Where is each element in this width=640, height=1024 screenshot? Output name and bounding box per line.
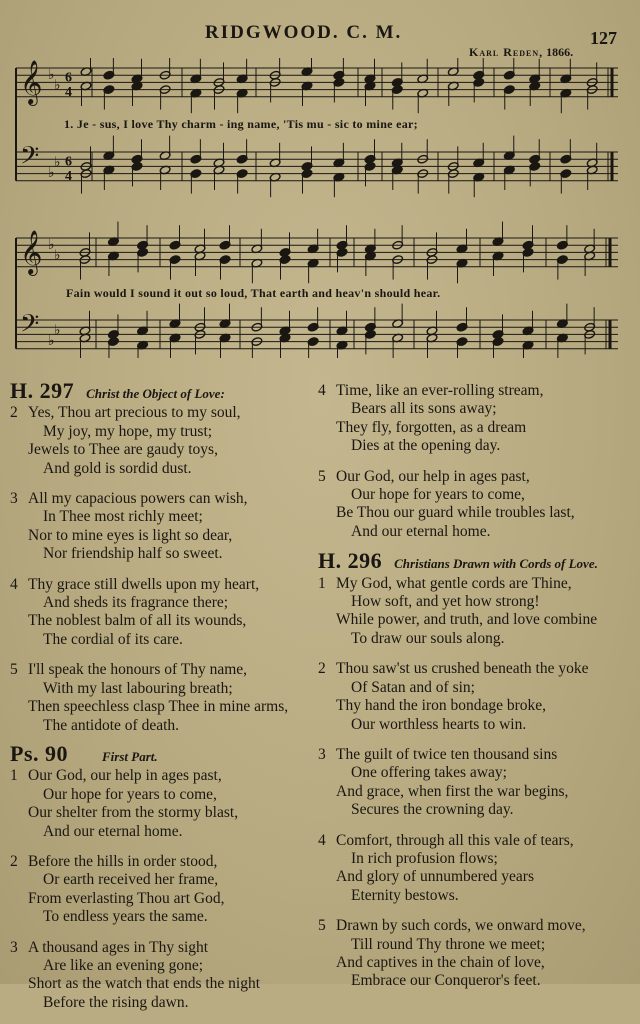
verse-line: Our hope for years to come, — [351, 486, 525, 504]
verse-line: One offering takes away; — [351, 764, 507, 782]
verse — [10, 767, 310, 841]
psalm-90-continued-verses — [318, 382, 638, 541]
verse-line: Till round Thy throne we meet; — [351, 935, 546, 953]
bass-clef: 𝄢 — [20, 141, 40, 177]
flat-sign: ♭ — [54, 78, 61, 94]
verse-number: 5 — [318, 917, 326, 935]
verse — [10, 576, 310, 650]
verse-line: To endless years the same. — [43, 908, 208, 926]
verse-line: Jewels to Thee are gaudy toys, — [28, 441, 218, 459]
verse-line: Eternity bestows. — [351, 886, 459, 904]
verse-line: 4 Thy grace still dwells upon my heart, — [10, 575, 260, 593]
psalm-90-heading — [10, 740, 310, 766]
verse-number: 5 — [10, 661, 18, 679]
verse-line: With my last labouring breath; — [43, 679, 233, 697]
lyrics-line-1: 1. Je - sus, I love Thy charm - ing name, 'Tis mu - sic to mine ear; — [64, 117, 418, 131]
verse-line: My joy, my hope, my trust; — [43, 422, 213, 440]
flat-sign: ♭ — [54, 323, 61, 339]
verse-line: The noblest balm of all its wounds, — [28, 612, 247, 630]
left-column — [10, 378, 310, 1024]
verse-line: 3 The guilt of twice ten thousand sins — [318, 745, 558, 763]
flat-sign: ♭ — [48, 334, 55, 350]
verse-line: The antidote of death. — [43, 716, 180, 734]
verse-line: While power, and truth, and love combine — [336, 611, 598, 629]
verse — [318, 746, 638, 820]
verse-number: 4 — [318, 382, 326, 399]
verse-line: And our eternal home. — [43, 822, 183, 840]
verse-line: Or earth received her frame, — [43, 871, 219, 889]
verse-line: Nor to mine eyes is light so dear, — [28, 526, 233, 544]
hymn-number: H. 297 — [10, 378, 75, 403]
hymn-subtitle: Christians Drawn with Cords of Love. — [394, 556, 598, 572]
verse — [10, 853, 310, 927]
hymn-subtitle: Christ the Object of Love: — [86, 386, 225, 401]
psalm-90-verses — [10, 767, 310, 1012]
verse-line: Embrace our Conqueror's feet. — [351, 972, 541, 990]
verse-number: 2 — [10, 404, 18, 422]
verse — [318, 660, 638, 734]
verse — [318, 917, 638, 991]
verse-line: Are like an evening gone; — [43, 956, 204, 974]
verse-line: 4 Time, like an ever-rolling stream, — [318, 382, 544, 399]
verse-line: Secures the crowning day. — [351, 801, 514, 819]
verse-line: 1 My God, what gentle cords are Thine, — [318, 574, 572, 592]
verse-line: The cordial of its care. — [43, 630, 183, 648]
psalm-subtitle: First Part. — [102, 748, 158, 764]
verse-line: 3 A thousand ages in Thy sight — [10, 938, 209, 956]
verse-line: Short as the watch that ends the night — [28, 975, 261, 993]
page-number: 127 — [590, 28, 617, 48]
verse-line: Thy hand the iron bondage broke, — [336, 697, 547, 715]
bass-clef: 𝄢 — [20, 309, 40, 345]
lyrics-line-2: Fain would I sound it out so loud, That earth and heav'n should hear. — [66, 286, 441, 300]
verse-line: 1 Our God, our help in ages past, — [10, 767, 222, 785]
music-score — [10, 58, 630, 358]
verse-line: 2 Thou saw'st us crushed beneath the yoke — [318, 660, 589, 678]
time-signature: 4 — [65, 85, 72, 101]
verse-line: In Thee most richly meet; — [43, 508, 203, 526]
verse-line: Be Thou our guard while troubles last, — [336, 504, 575, 522]
verse-line: Our shelter from the stormy blast, — [28, 804, 239, 822]
time-signature: 6 — [65, 154, 72, 170]
verse — [318, 832, 638, 906]
verse-line: And glory of unnumbered years — [336, 868, 535, 886]
verse-number: 2 — [10, 852, 18, 870]
verse-number: 3 — [10, 938, 18, 956]
composer-name: Karl Reden, — [469, 45, 544, 59]
verse-number: 3 — [318, 745, 326, 763]
verse-line: Nor friendship half so sweet. — [43, 545, 223, 563]
verse-line: 4 Comfort, through all this vale of tears, — [318, 831, 574, 849]
verse — [318, 575, 638, 649]
time-signature: 6 — [65, 70, 72, 86]
verse — [10, 490, 310, 564]
verse-number: 4 — [10, 575, 18, 593]
verse-number: 2 — [318, 660, 326, 678]
flat-sign: ♭ — [54, 155, 61, 171]
verse-line: And captives in the chain of love, — [336, 953, 545, 971]
flat-sign: ♭ — [48, 67, 55, 83]
verse-line: Bears all its sons away; — [351, 400, 497, 418]
hymn-296-verses — [318, 575, 638, 991]
verse-number: 4 — [318, 831, 326, 849]
verse — [10, 404, 310, 478]
flat-sign: ♭ — [48, 237, 55, 253]
verse-line: Before the rising dawn. — [43, 993, 189, 1011]
verse-number: 1 — [318, 574, 326, 592]
psalm-number: Ps. 90 — [10, 740, 68, 766]
verse — [318, 382, 638, 456]
treble-clef: 𝄞 — [20, 229, 43, 274]
hymn-number: H. 296 — [318, 548, 383, 574]
verse-line: And our eternal home. — [351, 522, 491, 540]
composer-year: 1866. — [546, 45, 574, 59]
verse-line: 2 Before the hills in order stood, — [10, 852, 218, 870]
verse-line: 2 Yes, Thou art precious to my soul, — [10, 404, 241, 422]
treble-clef: 𝄞 — [20, 59, 43, 104]
verse-line: Our hope for years to come, — [43, 785, 217, 803]
verse — [10, 939, 310, 1013]
verse — [318, 468, 638, 542]
verse-line: 5 Our God, our help in ages past, — [318, 467, 530, 485]
flat-sign: ♭ — [54, 248, 61, 264]
verse-line: And sheds its fragrance there; — [43, 594, 229, 612]
verse-line: From everlasting Thou art God, — [28, 889, 225, 907]
verse-line: 5 I'll speak the honours of Thy name, — [10, 661, 248, 679]
verse-line: 5 Drawn by such cords, we onward move, — [318, 917, 586, 935]
verse-line: And grace, when first the war begins, — [336, 782, 569, 800]
time-signature: 4 — [65, 169, 72, 185]
verse-number: 5 — [318, 467, 326, 485]
hymn-296-heading — [318, 548, 638, 574]
verse-line: Our worthless hearts to win. — [351, 715, 527, 733]
verse-number: 1 — [10, 767, 18, 785]
verse-line: Dies at the opening day. — [351, 437, 501, 455]
right-column — [318, 382, 638, 1003]
tune-title: RIDGWOOD. C. M. — [205, 22, 403, 43]
verse-number: 3 — [10, 490, 18, 508]
verse-line: And gold is sordid dust. — [43, 459, 192, 477]
verse-line: Then speechless clasp Thee in mine arms, — [28, 698, 289, 716]
verse-line: They fly, forgotten, as a dream — [336, 418, 527, 436]
verse-line: To draw our souls along. — [351, 629, 505, 647]
verse-line: 3 All my capacious powers can wish, — [10, 490, 248, 508]
verse — [10, 661, 310, 735]
verse-line: In rich profusion flows; — [351, 849, 498, 867]
verse-line: Of Satan and of sin; — [351, 678, 475, 696]
hymn-297-heading — [10, 378, 310, 403]
verse-line: How soft, and yet how strong! — [351, 593, 540, 611]
hymn-297-verses — [10, 404, 310, 735]
flat-sign: ♭ — [48, 166, 55, 182]
